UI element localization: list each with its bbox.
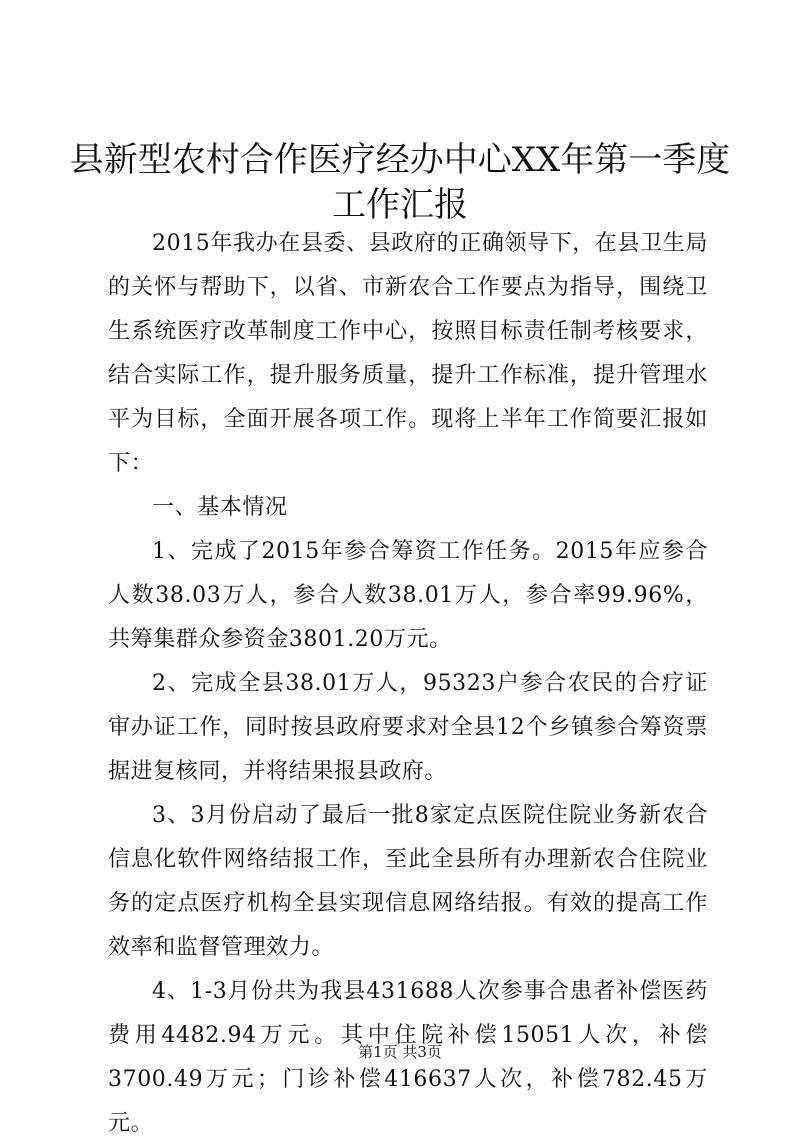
- intro-paragraph: 2015年我办在县委、县政府的正确领导下，在县卫生局的关怀与帮助下，以省、市新农合工作要点为指导，围绕卫生系统医疗改革制度工作中心，按照目标责任制考核要求，结合实际工作，提升服务质量，提升工作标准，提升管理水平为目标，全面开展各项工作。现将上半年工作简要汇报如下：: [108, 231, 708, 476]
- item-paragraph-2: 2、完成全县38.01万人，95323户参合农民的合疗证审办证工作，同时按县政府要求对全县12个乡镇参合筹资票据进复核同，并将结果报县政府。: [108, 671, 708, 784]
- page-number-footer: 第1页 共3页: [358, 1043, 442, 1061]
- document-title-line-1: 县新型农村合作医疗经办中心XX年第一季度: [69, 140, 731, 180]
- item-paragraph-3: 3、3月份启动了最后一批8家定点医院住院业务新农合信息化软件网络结报工作，至此全县所有办理新农合住院业务的定点医疗机构全县实现信息网络结报。有效的提高工作效率和监督管理效力。: [108, 803, 708, 960]
- item-paragraph-4: 4、1-3月份共为我县431688人次参事合患者补偿医药费用4482.94万元。其中住院补偿15051人次，补偿3700.49万元；门诊补偿416637人次，补偿782.45万元。: [108, 979, 708, 1136]
- item-paragraph-1: 1、完成了2015年参合筹资工作任务。2015年应参合人数38.03万人，参合人数38.01万人，参合率99.96%，共筹集群众参资金3801.20万元。: [108, 539, 708, 652]
- section-heading-basic-situation: 一、基本情况: [152, 495, 288, 520]
- document-body: [108, 222, 708, 1146]
- document-title-line-2: 工作汇报: [332, 185, 468, 225]
